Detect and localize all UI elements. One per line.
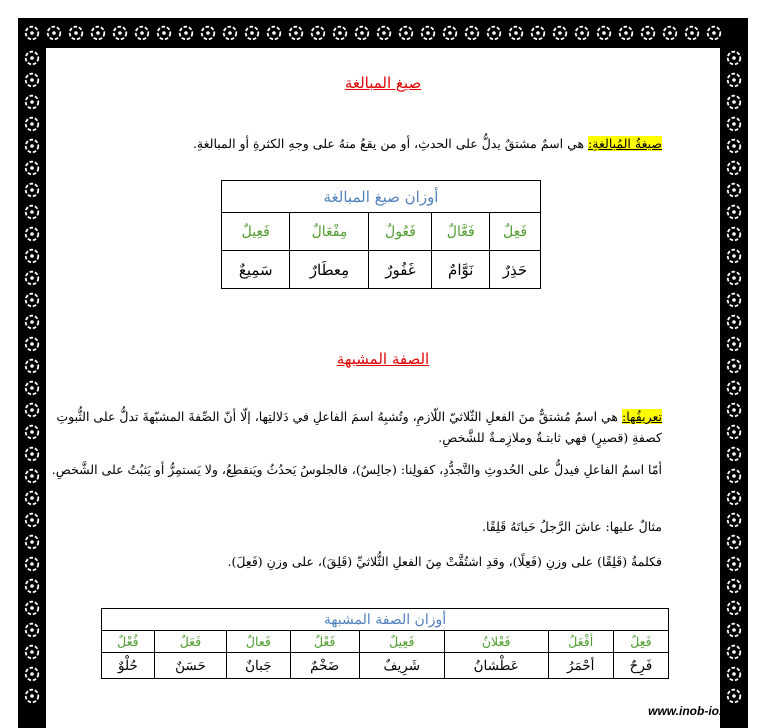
border-ornament (22, 598, 42, 618)
border-ornament (22, 510, 42, 530)
border-ornament (308, 23, 328, 43)
border-ornament (724, 268, 744, 288)
border-ornament (724, 642, 744, 662)
table-cell: فَعُولٌ (369, 213, 432, 251)
border-ornament (352, 23, 372, 43)
border-ornament (418, 23, 438, 43)
table-cell: عَطْشانُ (444, 653, 548, 679)
page-content (46, 48, 720, 728)
footer-site: www.inob-io.com (648, 704, 747, 718)
border-ornament (724, 290, 744, 310)
border-ornament (616, 23, 636, 43)
border-ornament (22, 246, 42, 266)
definition-term: صيغةُ المُبالغةِ: (588, 136, 662, 151)
table-header: أوزان الصفة المشبهة (102, 609, 669, 631)
table-cell: غَفُورٌ (369, 251, 432, 289)
border-ornament (724, 466, 744, 486)
border-ornament (724, 136, 744, 156)
border-ornament (22, 576, 42, 596)
border-ornament (132, 23, 152, 43)
definition-text: هي اسمٌ مُشتقٌّ منَ الفعلِ الثّلاثيّ اللّازمِ، وتُشبِهُ اسمَ الفاعلِ في دَلالتِها، إلّا أنّ الصِّفةَ المشبّهةَ تدلُّ على الثُّبوتِ كصفةِ (قصيرٍ) فهي ثابتـةٌ وملازِمـةٌ للشَّخصِ. (56, 409, 662, 445)
border-ornament (330, 23, 350, 43)
border-ornament (594, 23, 614, 43)
table-cell: حُلْوٌ (102, 653, 155, 679)
border-ornament (22, 466, 42, 486)
definition-text: هي اسمٌ مشتقٌ يدلُّ على الحدثِ، أو من يقعُ منهُ على وجهِ الكثرةِ أو المبالغةِ. (192, 136, 589, 151)
border-ornament (22, 312, 42, 332)
border-ornament (22, 400, 42, 420)
border-ornament (724, 92, 744, 112)
definition-sifa (42, 406, 662, 448)
border-ornament (440, 23, 460, 43)
definition-term: تعريفُها: (622, 409, 662, 424)
border-ornament (572, 23, 592, 43)
table-cell: سَمِيعٌ (222, 251, 290, 289)
border-ornament (724, 576, 744, 596)
table-cell: شَرِيفٌ (359, 653, 444, 679)
border-ornament (22, 334, 42, 354)
border-ornament (724, 180, 744, 200)
border-ornament (484, 23, 504, 43)
definition-mubalagha (42, 133, 662, 154)
border-ornament (724, 70, 744, 90)
border-ornament (22, 268, 42, 288)
border-ornament (286, 23, 306, 43)
border-ornament (724, 224, 744, 244)
border-ornament (220, 23, 240, 43)
table-cell: فُعْلٌ (102, 631, 155, 653)
sifa-table (101, 608, 669, 679)
border-ornament (242, 23, 262, 43)
border-ornament (396, 23, 416, 43)
border-ornament (724, 488, 744, 508)
border-ornament (22, 422, 42, 442)
border-ornament (22, 488, 42, 508)
border-ornament (22, 554, 42, 574)
border-ornament (22, 532, 42, 552)
border-ornament (724, 598, 744, 618)
border-ornament (22, 136, 42, 156)
border-ornament (724, 202, 744, 222)
table-cell: فَعِيلٌ (222, 213, 290, 251)
border-ornament (724, 532, 744, 552)
table-cell: جَبانٌ (227, 653, 290, 679)
border-ornament (682, 23, 702, 43)
border-ornament (22, 378, 42, 398)
border-ornament (22, 620, 42, 640)
border-ornament (550, 23, 570, 43)
table-cell: فَعْلانُ (444, 631, 548, 653)
border-ornament (176, 23, 196, 43)
table-cell: فَعِلٌ (613, 631, 668, 653)
border-ornament (724, 510, 744, 530)
border-ornament (724, 686, 744, 706)
border-ornament (22, 48, 42, 68)
border-ornament (724, 334, 744, 354)
border-ornament (22, 224, 42, 244)
mubalagha-table (221, 180, 541, 289)
border-ornament (22, 642, 42, 662)
border-ornament (110, 23, 130, 43)
border-ornament (528, 23, 548, 43)
border-ornament (724, 158, 744, 178)
border-ornament (462, 23, 482, 43)
border-ornament (704, 23, 724, 43)
border-ornament (660, 23, 680, 43)
table-cell: نَوَّامٌ (432, 251, 490, 289)
border-ornament (724, 356, 744, 376)
border-ornament (506, 23, 526, 43)
table-cell: أحْمَرُ (548, 653, 613, 679)
table-cell: فَعالٌ (227, 631, 290, 653)
table-cell: فَعْلٌ (290, 631, 359, 653)
border-ornament (374, 23, 394, 43)
border-ornament (44, 23, 64, 43)
border-ornament (724, 312, 744, 332)
border-ornament (22, 92, 42, 112)
section-title-sifa: الصفة المشبهة (336, 350, 430, 368)
border-ornament (638, 23, 658, 43)
paragraph-example: مثالٌ عليها: عاشَ الرَّجلُ حَياتَهُ قَلِقًا. (482, 519, 662, 534)
border-ornament (22, 664, 42, 684)
examples-row (102, 653, 669, 679)
table-cell: حَذِرٌ (490, 251, 541, 289)
border-ornament (22, 356, 42, 376)
border-ornament (154, 23, 174, 43)
border-ornament (22, 290, 42, 310)
border-ornament (724, 444, 744, 464)
table-header: أوزان صيغ المبالغة (222, 181, 541, 213)
table-cell: أفْعَلُ (548, 631, 613, 653)
border-ornament (724, 48, 744, 68)
table-cell: فَعَّالٌ (432, 213, 490, 251)
border-ornament (22, 202, 42, 222)
table-cell: مِعطَارٌ (290, 251, 369, 289)
border-ornament (22, 70, 42, 90)
examples-row (222, 251, 541, 289)
border-ornament (724, 620, 744, 640)
border-ornament (66, 23, 86, 43)
border-ornament (724, 664, 744, 684)
section-title-mubalagha: صيغ المبالغة (344, 74, 422, 92)
table-cell: فَرِحٌ (613, 653, 668, 679)
border-ornament (724, 246, 744, 266)
border-ornament (88, 23, 108, 43)
border-ornament (724, 422, 744, 442)
border-ornament (22, 180, 42, 200)
paragraph-fa3il: أمّا اسمُ الفاعلِ فيدلُّ على الحُدوثِ والتَّجدُّدِ، كقولِنا: (جالِسٌ)، فالجلوسُ يَحدُثُ ويَنقطِعُ، ولا يَستمِرُّ أو يَثبُتُ على الشَّخصِ. (51, 462, 662, 477)
paragraph-explanation: فكلمةُ (قَلِقًا) على وزنِ (فَعِلًا)، وقدِ اشتُقَّتْ مِنَ الفعلِ الثُّلاثيِّ (قَلِقَ)، على وزنِ (فَعِلَ). (227, 554, 662, 569)
border-ornament (724, 378, 744, 398)
border-ornament (22, 23, 42, 43)
border-ornament (264, 23, 284, 43)
border-ornament (198, 23, 218, 43)
table-cell: فَعِيلٌ (359, 631, 444, 653)
border-ornament (22, 158, 42, 178)
border-ornament (724, 554, 744, 574)
border-ornament (22, 114, 42, 134)
table-cell: ضَخْمٌ (290, 653, 359, 679)
patterns-row (222, 213, 541, 251)
border-ornament (724, 114, 744, 134)
border-ornament (22, 444, 42, 464)
table-cell: حَسَنٌ (154, 653, 226, 679)
table-cell: مِفْعَالٌ (290, 213, 369, 251)
table-cell: فَعِلٌ (490, 213, 541, 251)
patterns-row (102, 631, 669, 653)
border-ornament (724, 400, 744, 420)
border-ornament (22, 686, 42, 706)
table-cell: فَعَلٌ (154, 631, 226, 653)
